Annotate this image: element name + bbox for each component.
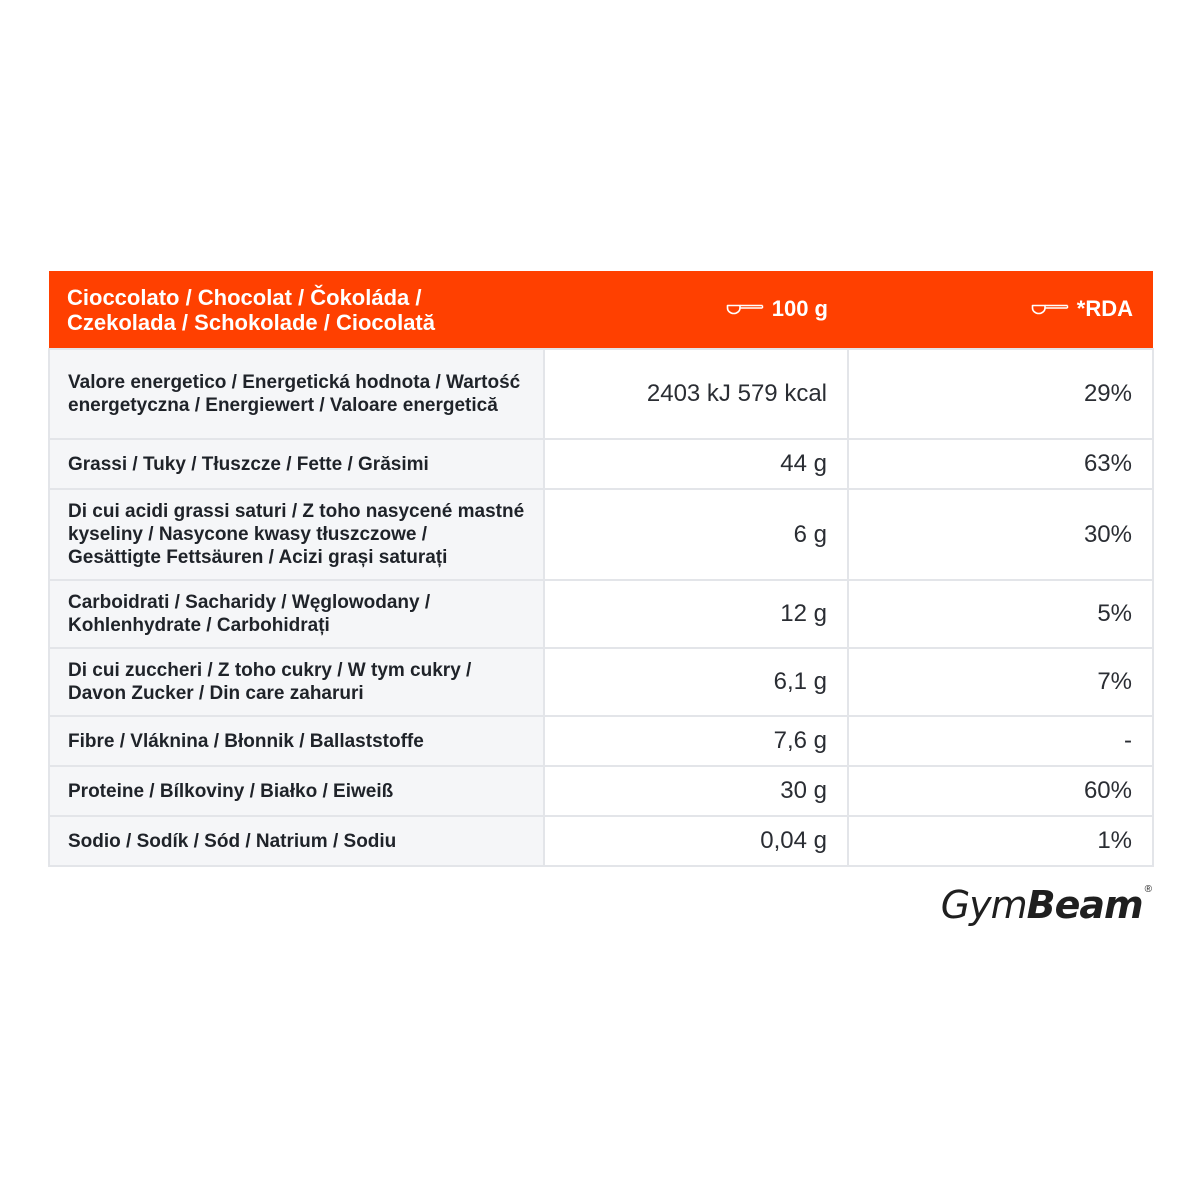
table-row bbox=[49, 766, 1153, 816]
table-row bbox=[49, 439, 1153, 489]
per-100g-value: 2403 kJ 579 kcal bbox=[544, 349, 848, 439]
rda-header bbox=[848, 271, 1153, 349]
scoop-icon bbox=[726, 295, 764, 321]
rda-value: 1% bbox=[848, 816, 1153, 866]
nutrient-label: Grassi / Tuky / Tłuszcze / Fette / Grăsimi bbox=[49, 439, 544, 489]
rda-value: 5% bbox=[848, 580, 1153, 648]
nutrient-label: Sodio / Sodík / Sód / Natrium / Sodiu bbox=[49, 816, 544, 866]
scoop-icon bbox=[1031, 295, 1069, 321]
table-row bbox=[49, 349, 1153, 439]
nutrient-label: Valore energetico / Energetická hodnota / Wartość energetyczna / Energiewert / Valoare energetică bbox=[49, 349, 544, 439]
rda-value: 60% bbox=[848, 766, 1153, 816]
table-row bbox=[49, 716, 1153, 766]
rda-label: *RDA bbox=[1076, 295, 1133, 321]
per-100g-value: 6,1 g bbox=[544, 648, 848, 716]
table-row bbox=[49, 816, 1153, 866]
table-row bbox=[49, 580, 1153, 648]
product-name-line-2: Czekolada / Schokolade / Ciocolată bbox=[67, 309, 435, 335]
registered-mark: ® bbox=[1144, 884, 1152, 895]
per-100g-value: 0,04 g bbox=[544, 816, 848, 866]
rda-value: 63% bbox=[848, 439, 1153, 489]
rda-value: - bbox=[848, 716, 1153, 766]
rda-value: 30% bbox=[848, 489, 1153, 580]
nutrient-label: Carboidrati / Sacharidy / Węglowodany / Kohlenhydrate / Carbohidrați bbox=[49, 580, 544, 648]
nutrition-table bbox=[48, 271, 1154, 867]
nutrient-label: Di cui acidi grassi saturi / Z toho nasycené mastné kyseliny / Nasycone kwasy tłuszczowe / Gesättigte Fettsäuren / Acizi grași saturați bbox=[49, 489, 544, 580]
per-100g-value: 44 g bbox=[544, 439, 848, 489]
rda-value: 29% bbox=[848, 349, 1153, 439]
rda-value: 7% bbox=[848, 648, 1153, 716]
per-100g-header bbox=[544, 271, 848, 349]
table-row bbox=[49, 489, 1153, 580]
product-name-header bbox=[49, 271, 544, 349]
gymbeam-logo bbox=[941, 882, 1152, 932]
per-100g-value: 30 g bbox=[544, 766, 848, 816]
per-100g-value: 7,6 g bbox=[544, 716, 848, 766]
nutrient-label: Proteine / Bílkoviny / Białko / Eiweiß bbox=[49, 766, 544, 816]
product-name-line-1: Cioccolato / Chocolat / Čokoláda / bbox=[67, 284, 422, 310]
per-100g-label: 100 g bbox=[771, 295, 828, 321]
nutrient-label: Fibre / Vláknina / Błonnik / Ballaststoffe bbox=[49, 716, 544, 766]
table-header-row bbox=[49, 271, 1153, 349]
per-100g-value: 12 g bbox=[544, 580, 848, 648]
logo-text-beam: Beam bbox=[1026, 883, 1143, 927]
logo-text-gym: Gym bbox=[940, 883, 1027, 927]
table-row bbox=[49, 648, 1153, 716]
nutrient-label: Di cui zuccheri / Z toho cukry / W tym cukry / Davon Zucker / Din care zaharuri bbox=[49, 648, 544, 716]
per-100g-value: 6 g bbox=[544, 489, 848, 580]
